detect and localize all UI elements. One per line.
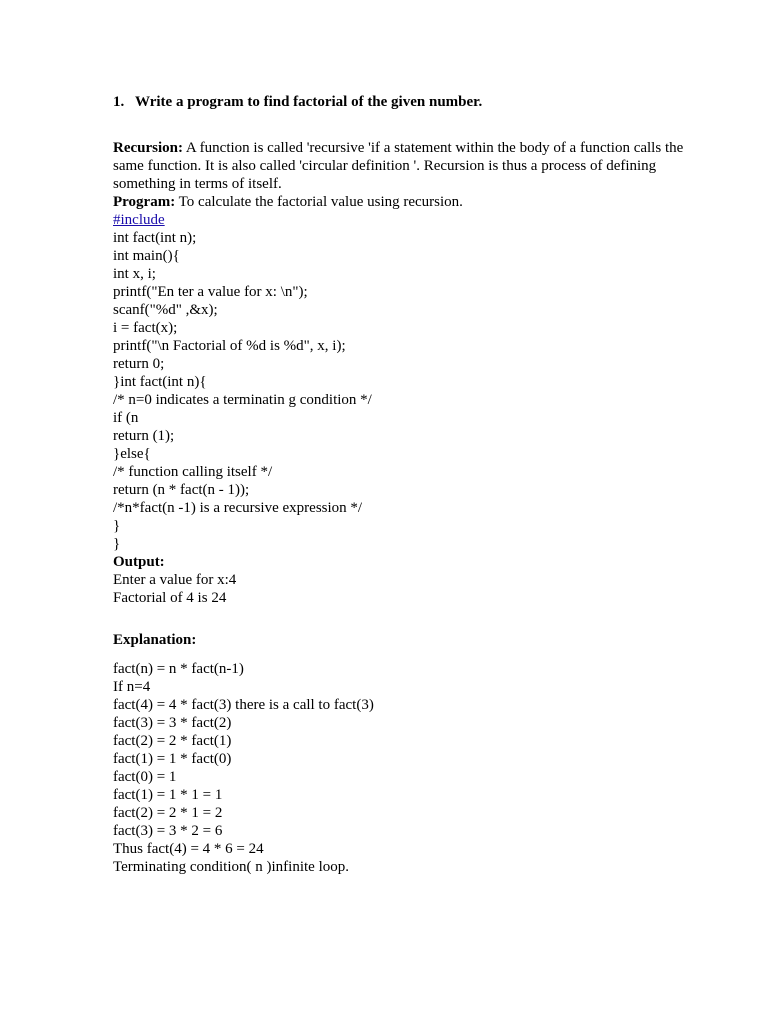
include-line xyxy=(113,211,703,229)
code-block xyxy=(113,229,703,553)
explanation-line: fact(1) = 1 * fact(0) xyxy=(113,751,232,767)
code-line: return 0; xyxy=(113,356,165,372)
output-line: Factorial of 4 is 24 xyxy=(113,590,227,606)
explanation-label: Explanation: xyxy=(113,632,197,648)
explanation-line: fact(0) = 1 xyxy=(113,769,177,785)
explanation-line: Terminating condition( n )infinite loop. xyxy=(113,859,349,875)
code-line: printf("\n Factorial of %d is %d", x, i); xyxy=(113,338,346,354)
code-line: int main(){ xyxy=(113,248,180,264)
code-line: if (n xyxy=(113,410,139,426)
code-line: /* function calling itself */ xyxy=(113,464,273,480)
code-line: int x, i; xyxy=(113,266,156,282)
recursion-text: A function is called 'recursive 'if a statement within the body of a function calls the same function. It is also called 'circular definition '. Recursion is thus a process of defining something in terms of itself. xyxy=(113,140,684,192)
explanation-line: fact(1) = 1 * 1 = 1 xyxy=(113,787,223,803)
explanation-line: Thus fact(4) = 4 * 6 = 24 xyxy=(113,841,264,857)
program-label: Program: xyxy=(113,194,176,210)
recursion-label: Recursion: xyxy=(113,140,183,156)
code-line: }else{ xyxy=(113,446,151,462)
code-line: return (1); xyxy=(113,428,175,444)
explanation-block xyxy=(113,660,374,876)
code-line: return (n * fact(n - 1)); xyxy=(113,482,250,498)
output-label: Output: xyxy=(113,554,165,570)
recursion-paragraph xyxy=(113,139,703,193)
program-text: To calculate the factorial value using recursion. xyxy=(175,194,463,210)
question-heading xyxy=(113,93,482,111)
explanation-line: fact(2) = 2 * fact(1) xyxy=(113,733,232,749)
explanation-section xyxy=(113,631,374,876)
code-line: printf("En ter a value for x: \n"); xyxy=(113,284,308,300)
program-line xyxy=(113,193,703,211)
explanation-line: fact(3) = 3 * 2 = 6 xyxy=(113,823,223,839)
include-link[interactable]: #include xyxy=(113,212,165,228)
question-number: 1. xyxy=(113,94,125,110)
code-line: /* n=0 indicates a terminatin g condition */ xyxy=(113,392,372,408)
code-line: } xyxy=(113,536,121,552)
code-line: }int fact(int n){ xyxy=(113,374,207,390)
explanation-line: fact(4) = 4 * fact(3) there is a call to fact(3) xyxy=(113,697,374,713)
explanation-line: fact(n) = n * fact(n-1) xyxy=(113,661,244,677)
output-block xyxy=(113,571,703,607)
main-content xyxy=(113,139,703,607)
code-line: } xyxy=(113,518,121,534)
question-text: Write a program to find factorial of the given number. xyxy=(135,94,483,110)
code-line: i = fact(x); xyxy=(113,320,178,336)
explanation-line: fact(2) = 2 * 1 = 2 xyxy=(113,805,223,821)
output-line: Enter a value for x:4 xyxy=(113,572,237,588)
explanation-line: fact(3) = 3 * fact(2) xyxy=(113,715,232,731)
code-line: int fact(int n); xyxy=(113,230,197,246)
explanation-line: If n=4 xyxy=(113,679,151,695)
code-line: /*n*fact(n -1) is a recursive expression */ xyxy=(113,500,363,516)
code-line: scanf("%d" ,&x); xyxy=(113,302,218,318)
